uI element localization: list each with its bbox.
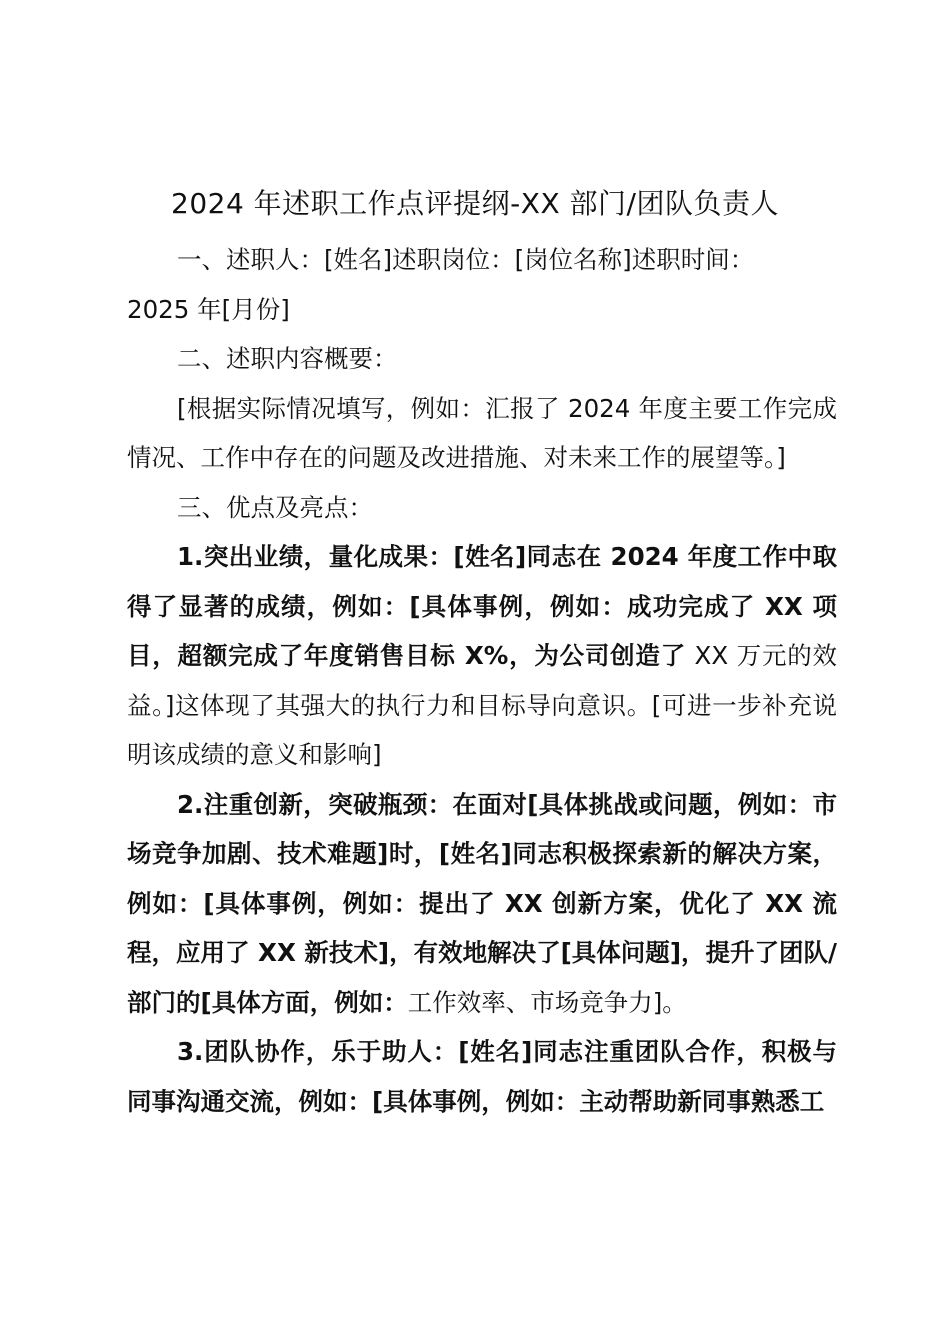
strength-item-2 xyxy=(127,780,837,1028)
summary-heading: 二、述职内容概要： xyxy=(177,344,398,373)
summary-text: [根据实际情况填写，例如：汇报了 2024 年度主要工作完成情况、工作中存在的问题及改进措施、对未来工作的展望等。] xyxy=(127,393,837,472)
report-date-line: 2025 年[月份] xyxy=(127,294,290,324)
strength-item-1 xyxy=(127,532,837,780)
document-title: 2024 年述职工作点评提纲-XX 部门/团队负责人 xyxy=(171,187,779,220)
strength-item-2-bold: 2.注重创新，突破瓶颈：在面对[具体挑战或问题，例如：市场竞争加剧、技术难题]时，[姓名]同志积极探索新的解决方案，例如：[具体事例，例如：提出了 XX 创新方案，优化了 XX 流程，应用了 XX 新技术]，有效地解决了[具体问题]，提升了团队/部门的[具体方面，例如： xyxy=(127,789,837,1017)
strengths-heading: 三、优点及亮点： xyxy=(177,492,373,522)
strength-item-1-normal: XX 万元的效益。]这体现了其强大的执行力和目标导向意识。[可进一步补充说明该成绩的意义和影响] xyxy=(127,641,837,769)
document-body xyxy=(127,235,837,1126)
strength-item-2-normal: 工作效率、市场竞争力]。 xyxy=(407,987,687,1017)
strength-item-1-bold: 1.突出业绩，量化成果：[姓名]同志在 2024 年度工作中取得了显著的成绩，例如：[具体事例，例如：成功完成了 XX 项目，超额完成了年度销售目标 X%，为公司创造了 xyxy=(127,542,837,670)
strength-item-3 xyxy=(127,1027,837,1126)
reporter-info-line: 一、述职人：[姓名]述职岗位：[岗位名称]述职时间： xyxy=(177,245,755,274)
strength-item-3-bold: 3.团队协作，乐于助人：[姓名]同志注重团队合作，积极与同事沟通交流，例如：[具体事例，例如：主动帮助新同事熟悉工 xyxy=(127,1037,837,1116)
